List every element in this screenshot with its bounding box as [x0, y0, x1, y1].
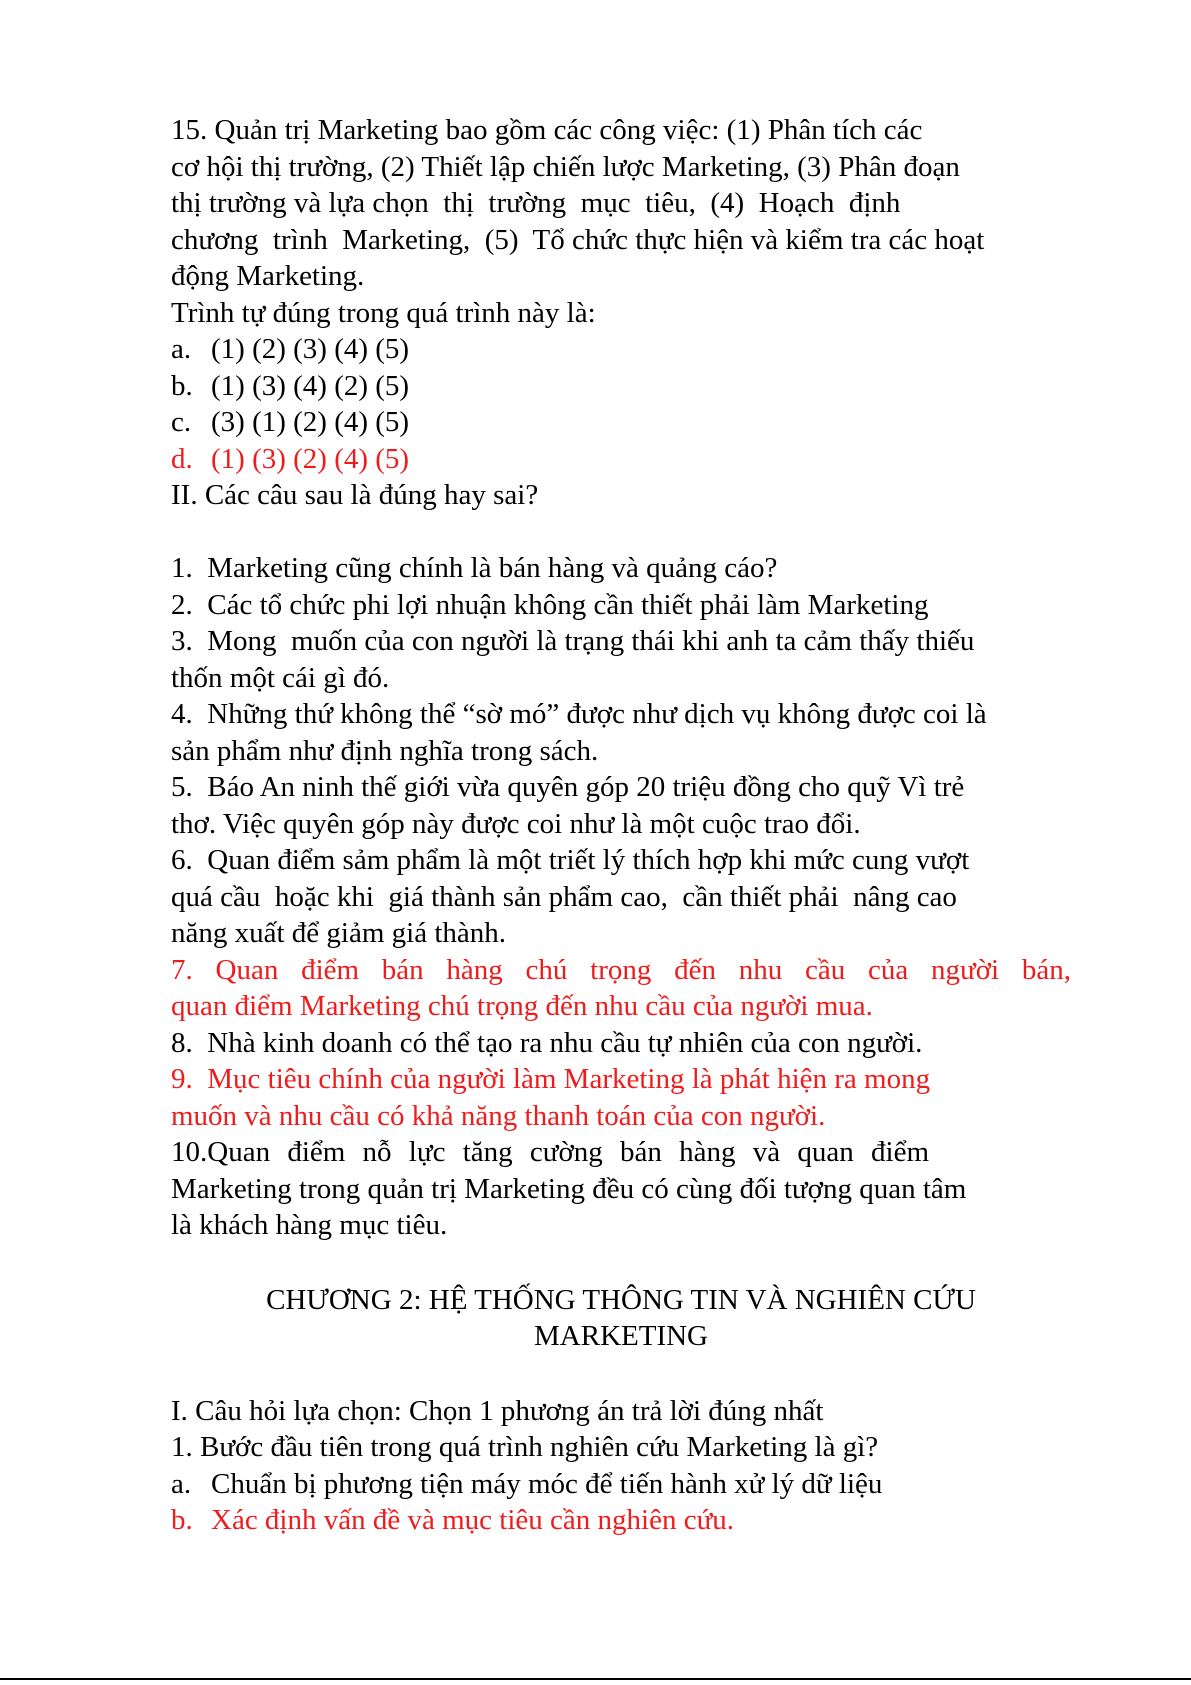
document-page: [171, 112, 1071, 1539]
chapter-title-line-2: MARKETING: [534, 1320, 708, 1352]
q15-line-1: 15. Quản trị Marketing bao gồm các công việc: (1) Phân tích các: [171, 114, 923, 146]
tf-item-5-line-1: 5. Báo An ninh thế giới vừa quyên góp 20 triệu đồng cho quỹ Vì trẻ: [171, 771, 965, 803]
tf-item-2: 2. Các tổ chức phi lợi nhuận không cần thiết phải làm Marketing: [171, 588, 929, 621]
option-text: (1) (3) (2) (4) (5): [211, 442, 410, 475]
question-15: [171, 112, 1071, 477]
option-label: a.: [171, 333, 192, 365]
tf-item-3-line-1: 3. Mong muốn của con người là trạng thái khi anh ta cảm thấy thiếu: [171, 625, 975, 657]
tf-item-5-line-2: thơ. Việc quyên góp này được coi như là một cuộc trao đổi.: [171, 807, 861, 840]
chapter-2-q1-option-a: [171, 1466, 1071, 1503]
spacer: [171, 1244, 1071, 1282]
chapter-2-section-heading: I. Câu hỏi lựa chọn: Chọn 1 phương án trả lời đúng nhất: [171, 1394, 824, 1427]
chapter-2-question-1: 1. Bước đầu tiên trong quá trình nghiên cứu Marketing là gì?: [171, 1431, 879, 1463]
option-label: c.: [171, 406, 192, 438]
chapter-2-q1-option-b-correct: [171, 1502, 1071, 1539]
chapter-2-title: [171, 1282, 1071, 1355]
q15-line-2: cơ hội thị trường, (2) Thiết lập chiến lược Marketing, (3) Phân đoạn: [171, 150, 960, 183]
q15-option-b: [171, 368, 1071, 405]
q15-option-d-correct: [171, 441, 1071, 478]
option-text: (3) (1) (2) (4) (5): [211, 406, 410, 438]
q15-line-3: thị trường và lựa chọn thị trường mục tiêu, (4) Hoạch định: [171, 187, 901, 219]
spacer: [171, 514, 1071, 551]
tf-item-9-line-1-correct: 9. Mục tiêu chính của người làm Marketing là phát hiện ra mong: [171, 1063, 931, 1095]
q15-line-5: động Marketing.: [171, 260, 365, 292]
q15-option-a: [171, 331, 1071, 368]
tf-item-1: 1. Marketing cũng chính là bán hàng và quảng cáo?: [171, 552, 778, 584]
option-text: (1) (3) (4) (2) (5): [211, 369, 410, 402]
tf-item-9-line-2-correct: muốn và nhu cầu có khả năng thanh toán của con người.: [171, 1099, 826, 1132]
option-text: Chuẩn bị phương tiện máy móc để tiến hành xử lý dữ liệu: [211, 1467, 883, 1500]
tf-item-4-line-1: 4. Những thứ không thể “sờ mó” được như dịch vụ không được coi là: [171, 698, 987, 730]
tf-item-6-line-1: 6. Quan điểm sảm phẩm là một triết lý thích hợp khi mức cung vượt: [171, 844, 970, 876]
tf-item-10-line-3: là khách hàng mục tiêu.: [171, 1209, 448, 1241]
tf-item-10-line-1: 10.Quan điểm nỗ lực tăng cường bán hàng và quan điểm: [171, 1136, 930, 1168]
tf-item-10-line-2: Marketing trong quản trị Marketing đều có cùng đối tượng quan tâm: [171, 1172, 967, 1205]
spacer: [171, 1355, 1071, 1393]
tf-item-7-line-2-correct: quan điểm Marketing chú trọng đến nhu cầu của người mua.: [171, 990, 873, 1022]
tf-item-6-line-3: năng xuất để giảm giá thành.: [171, 917, 507, 949]
q15-option-c: [171, 404, 1071, 441]
option-label: b.: [171, 1504, 193, 1536]
tf-item-7-line-1-correct: 7. Quan điểm bán hàng chú trọng đến nhu cầu của người bán,: [171, 953, 1071, 986]
tf-item-8: 8. Nhà kinh doanh có thể tạo ra nhu cầu tự nhiên của con người.: [171, 1026, 923, 1059]
q15-line-4: chương trình Marketing, (5) Tổ chức thực hiện và kiểm tra các hoạt: [171, 223, 985, 256]
option-label: a.: [171, 1467, 192, 1500]
tf-item-6-line-2: quá cầu hoặc khi giá thành sản phẩm cao, cần thiết phải nâng cao: [171, 880, 957, 913]
option-label: b.: [171, 369, 193, 402]
chapter-title-line-1: CHƯƠNG 2: HỆ THỐNG THÔNG TIN VÀ NGHIÊN CỨU: [266, 1283, 976, 1316]
section-2-heading: II. Các câu sau là đúng hay sai?: [171, 479, 539, 511]
page-bottom-rule: [0, 1678, 1191, 1680]
true-false-list: [171, 550, 1071, 1244]
option-label: d.: [171, 442, 193, 475]
option-text: Xác định vấn đề và mục tiêu cần nghiên cứu.: [211, 1504, 735, 1536]
q15-prompt: Trình tự đúng trong quá trình này là:: [171, 296, 596, 329]
option-text: (1) (2) (3) (4) (5): [211, 333, 410, 365]
tf-item-3-line-2: thốn một cái gì đó.: [171, 661, 390, 694]
tf-item-4-line-2: sản phẩm như định nghĩa trong sách.: [171, 734, 599, 767]
